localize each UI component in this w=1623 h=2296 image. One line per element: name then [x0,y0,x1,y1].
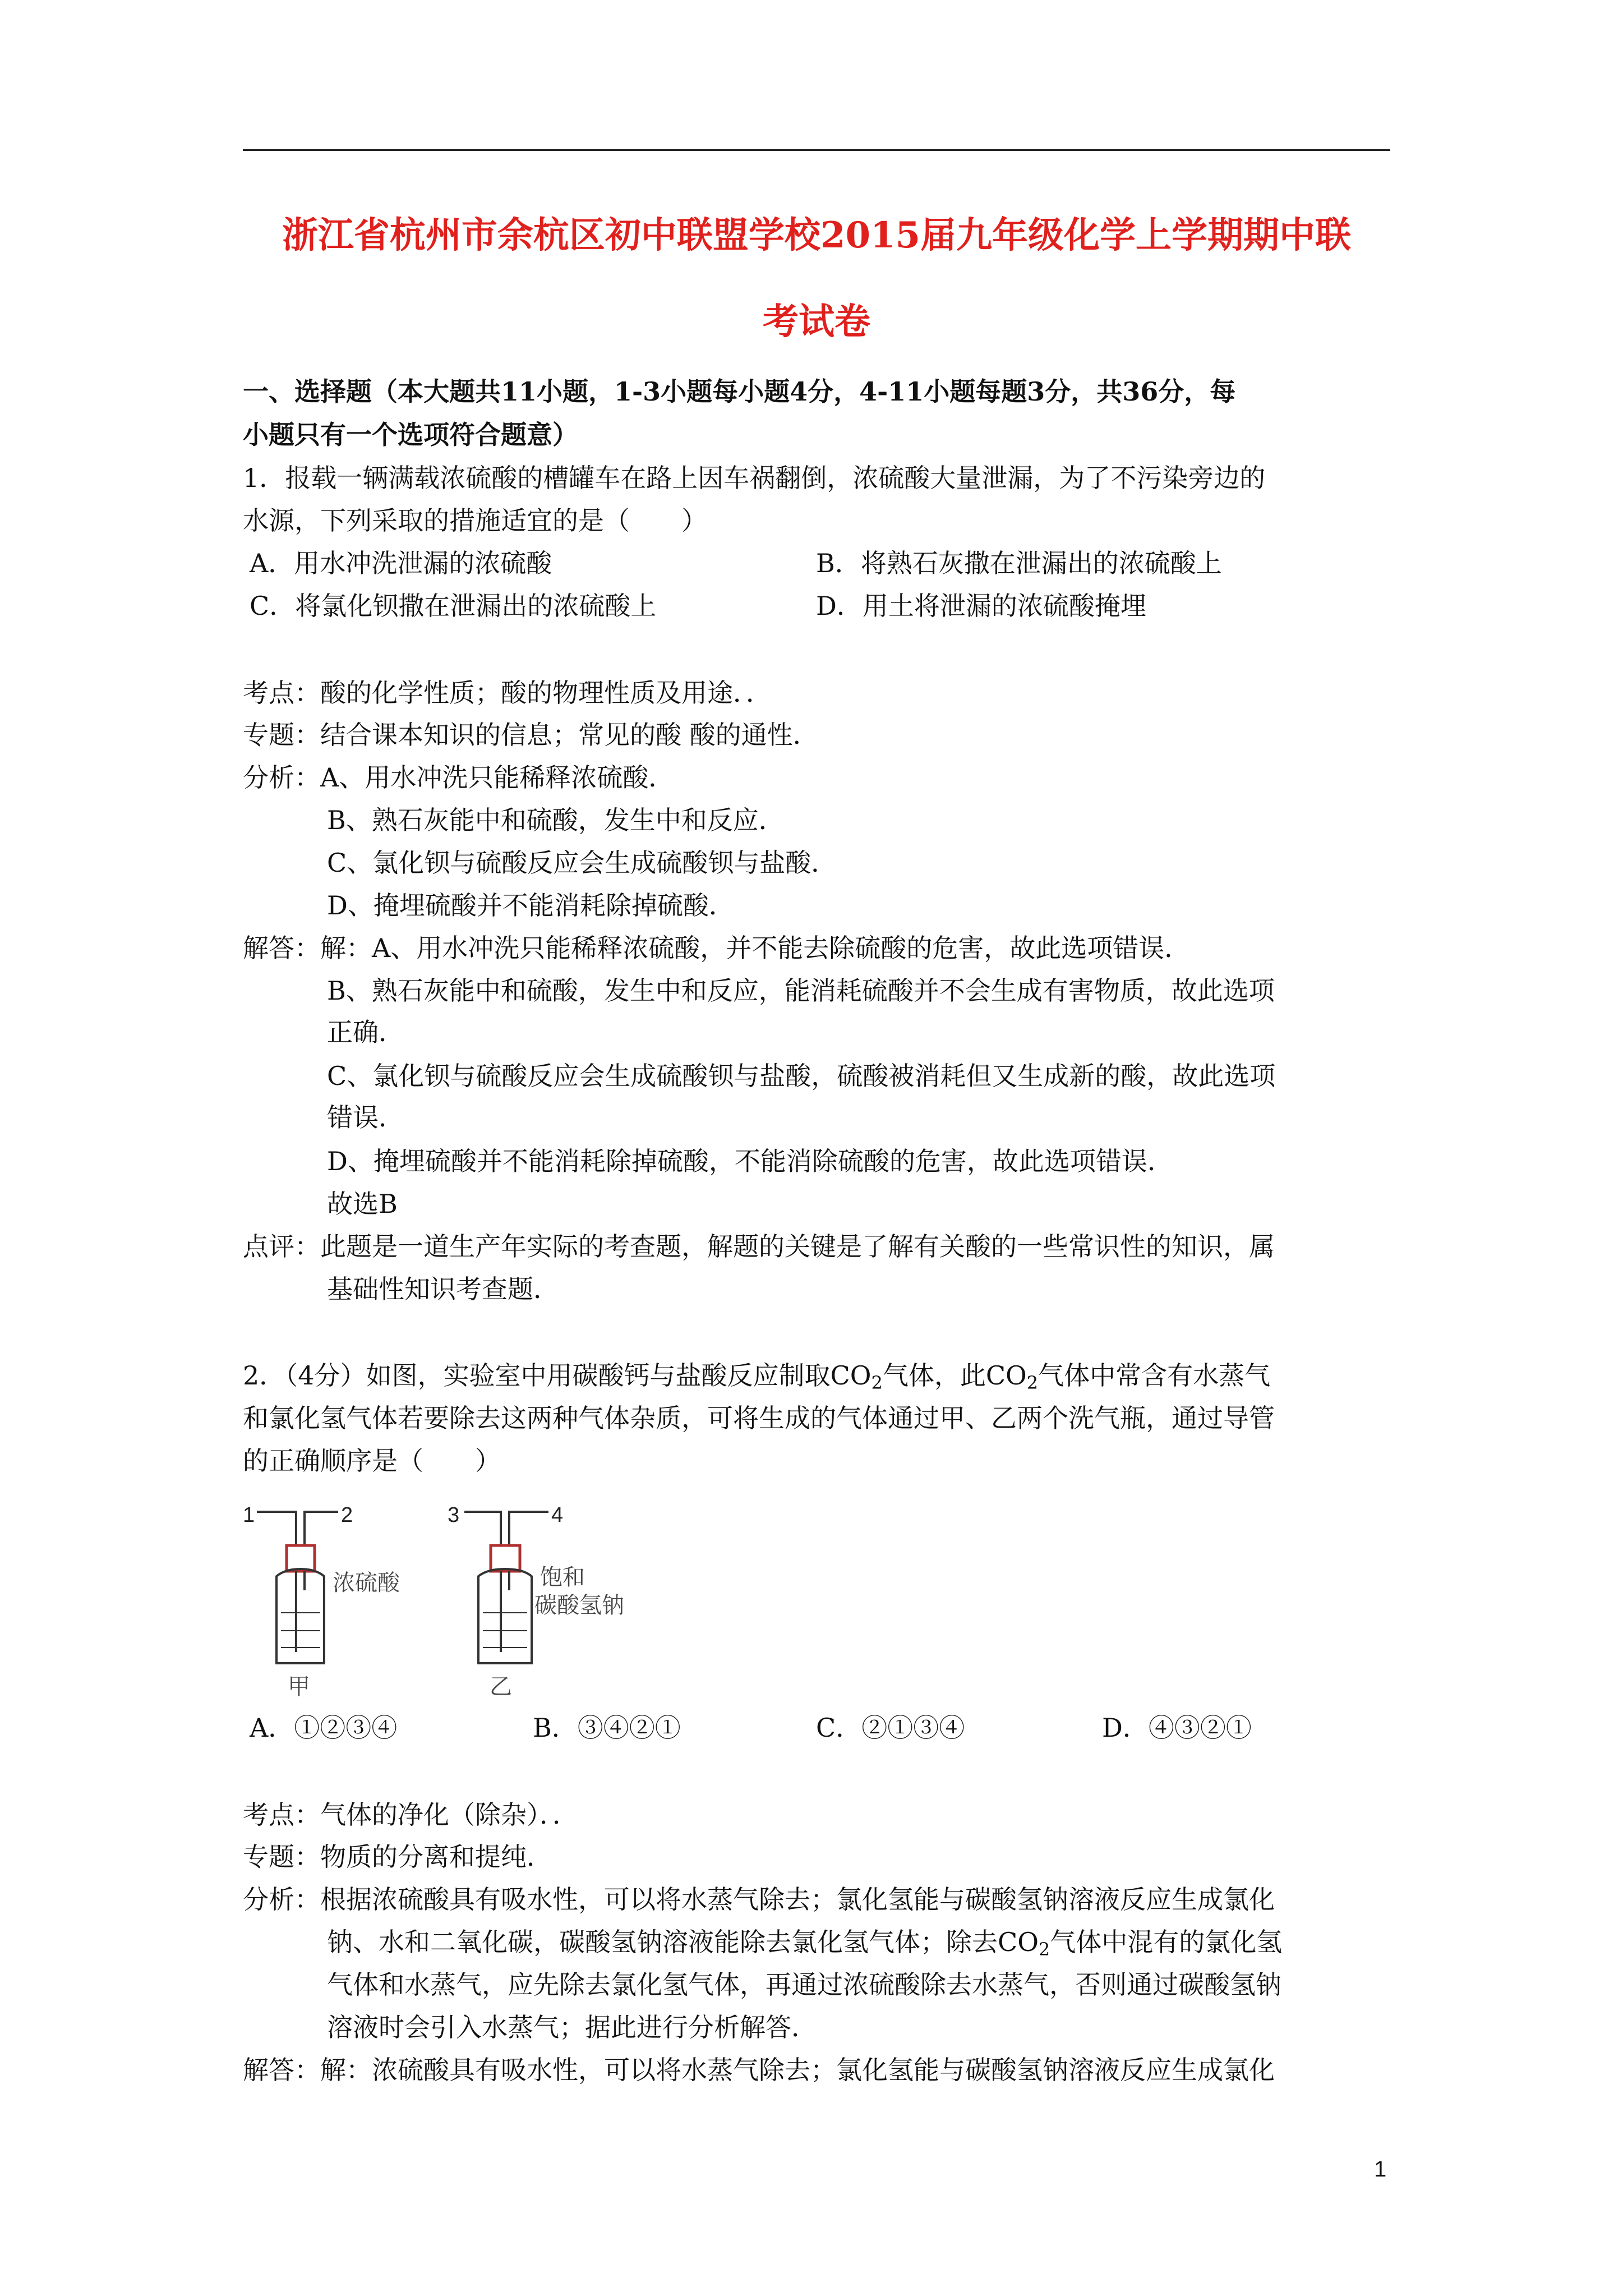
q1-answer-b: B、熟石灰能中和硫酸，发生中和反应，能消耗硫酸并不会生成有害物质，故此选项 [327,976,1275,1006]
q1-answer-c: C、氯化钡与硫酸反应会生成硫酸钡与盐酸，硫酸被消耗但又生成新的酸，故此选项 [327,1061,1276,1091]
q1-answer-b-cont: 正确． [327,1017,404,1047]
bottle-yi [464,1512,548,1663]
port-label-3: 3 [448,1503,460,1527]
caption-jia: 甲 [288,1674,310,1700]
q1-option-b: B．将熟石灰撒在泄漏出的浓硫酸上 [816,548,1222,578]
subscript-2: 2 [1026,1372,1039,1393]
header-rule [243,149,1390,151]
q2-analysis-cont-part1: 钠、水和二氧化碳，碳酸氢钠溶液能除去氯化氢气体；除去CO [327,1927,1039,1957]
subscript-2: 2 [1038,1939,1050,1960]
page-number: 1 [1374,2157,1387,2182]
q2-option-b: B．③④②① [533,1713,681,1743]
q1-answer-final: 故选B [327,1189,398,1219]
q2-analysis-cont2: 气体和水蒸气，应先除去氯化氢气体，再通过浓硫酸除去水蒸气，否则通过碳酸氢钠 [327,1970,1281,2000]
label-sodium-bicarbonate: 碳酸氢钠 [534,1593,624,1618]
port-label-1: 1 [243,1503,255,1527]
q2-stem [243,1359,1270,1400]
q1-analysis-c: C、氯化钡与硫酸反应会生成硫酸钡与盐酸． [327,848,837,878]
q2-analysis-cont [327,1925,1282,1966]
q2-stem-part3: 气体中常含有水蒸气 [1038,1360,1271,1391]
port-label-2: 2 [341,1503,353,1527]
q1-answer-c-cont: 错误． [327,1102,404,1133]
q2-analysis-cont3: 溶液时会引入水蒸气；据此进行分析解答． [327,2012,817,2042]
q1-option-a: A．用水冲洗泄漏的浓硫酸 [250,548,552,578]
q2-zhuanti: 专题：物质的分离和提纯． [243,1842,552,1872]
q1-option-d: D．用土将泄漏的浓硫酸掩埋 [816,591,1146,621]
q1-zhuanti: 专题：结合课本知识的信息；常见的酸 酸的通性． [243,720,819,750]
gas-washing-bottles-figure [243,1501,663,1700]
q1-answer-d: D、掩埋硫酸并不能消耗除掉硫酸，不能消除硫酸的危害，故此选项错误． [327,1146,1173,1176]
port-label-4: 4 [551,1503,564,1527]
q1-analysis: 分析：A、用水冲洗只能稀释浓硫酸． [243,762,675,793]
q2-option-a: A．①②③④ [250,1713,398,1743]
label-saturated: 饱和 [540,1565,585,1590]
q2-analysis-cont-part2: 气体中混有的氯化氢 [1050,1927,1283,1957]
q2-stem-cont: 和氯化氢气体若要除去这两种气体杂质，可将生成的气体通过甲、乙两个洗气瓶，通过导管 [243,1403,1275,1433]
q2-option-d: D．④③②① [1102,1713,1252,1743]
subscript-2: 2 [871,1372,883,1393]
q2-answer: 解答：解：浓硫酸具有吸水性，可以将水蒸气除去；氯化氢能与碳酸氢钠溶液反应生成氯化 [243,2055,1275,2085]
q1-stem-cont: 水源，下列采取的措施适宜的是（ ） [243,505,707,536]
label-conc-sulfuric-acid: 浓硫酸 [333,1570,400,1596]
caption-yi: 乙 [490,1674,512,1700]
page-title-line2: 考试卷 [763,301,870,343]
q1-stem: 1．报载一辆满载浓硫酸的槽罐车在路上因车祸翻倒，浓硫酸大量泄漏，为了不污染旁边的 [243,463,1266,493]
page-title-line1: 浙江省杭州市余杭区初中联盟学校2015届九年级化学上学期期中联 [282,214,1352,256]
bottle-jia [257,1512,338,1663]
q1-analysis-b: B、熟石灰能中和硫酸，发生中和反应． [327,805,785,835]
q2-analysis: 分析：根据浓硫酸具有吸水性，可以将水蒸气除去；氯化氢能与碳酸氢钠溶液反应生成氯化 [243,1884,1275,1915]
q1-comment: 点评：此题是一道生产年实际的考查题，解题的关键是了解有关酸的一些常识性的知识，属 [243,1231,1275,1262]
q1-option-c: C．将氯化钡撒在泄漏出的浓硫酸上 [250,591,657,621]
q1-answer: 解答：解：A、用水冲洗只能稀释浓硫酸，并不能去除硫酸的危害，故此选项错误． [243,933,1191,963]
section-heading-cont: 小题只有一个选项符合题意） [243,420,578,450]
section-heading: 一、选择题（本大题共11小题，1-3小题每小题4分，4-11小题每题3分，共36分，每 [243,376,1236,407]
q2-kaodian: 考点：气体的净化（除杂）．． [243,1800,578,1830]
q2-option-c: C．②①③④ [816,1713,965,1743]
q2-stem-part2: 气体，此CO [882,1360,1027,1391]
q1-analysis-d: D、掩埋硫酸并不能消耗除掉硫酸． [327,890,735,921]
q1-kaodian: 考点：酸的化学性质；酸的物理性质及用途．． [243,678,772,708]
q2-stem-part1: 2．（4分）如图，实验室中用碳酸钙与盐酸反应制取CO [243,1360,872,1391]
q2-stem-cont2: 的正确顺序是（ ） [243,1446,501,1476]
q1-comment-cont: 基础性知识考查题． [327,1274,559,1304]
